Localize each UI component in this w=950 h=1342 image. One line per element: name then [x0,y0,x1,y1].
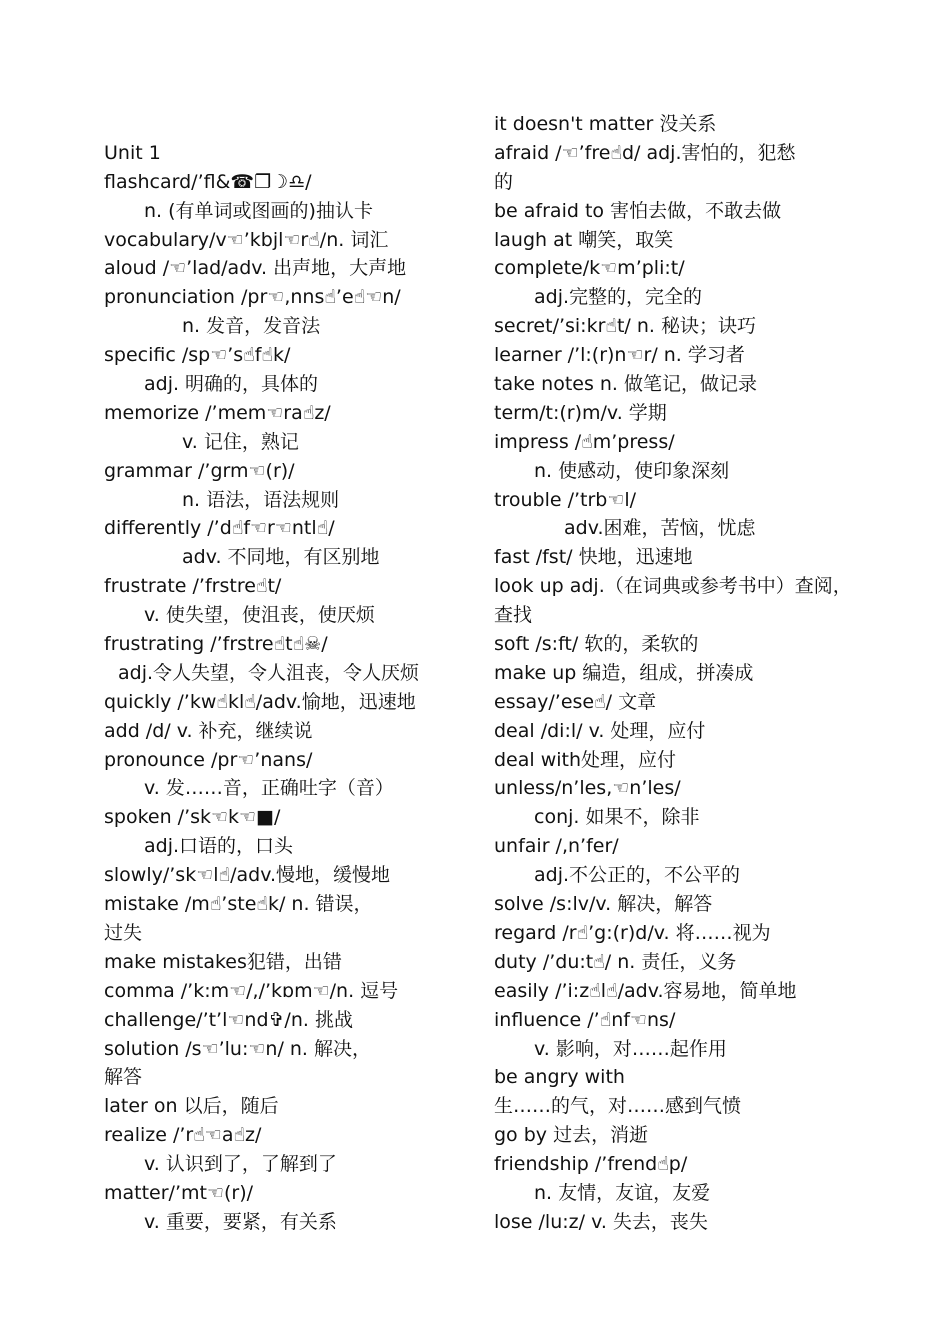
vocab-line: vocabulary/v☜’k⁠bj⁠l☜r☝/n. 词汇 [104,228,389,251]
vocab-line: n. 使感动，使印象深刻 [534,459,730,482]
vocab-line: influence /’☝nf⁠☜ns/ [494,1008,676,1031]
vocab-line: v. 发……音，正确吐字（音） [144,777,394,800]
vocab-line: matter/’m⁠t☜(r)/ [104,1181,254,1204]
vocab-line: take notes n. 做笔记，做记录 [494,373,758,396]
vocab-line: it doesn't matter 没关系 [494,113,717,135]
vocab-line: be afraid to 害怕去做，不敢去做 [494,199,782,222]
vocab-line: deal with处理，应付 [494,748,677,771]
right-column [494,110,864,1237]
vocab-line: frustrating /’fr⁠stre☝t☝☠/ [104,633,328,656]
vocab-line: fast /f⁠st/ 快地，迅速地 [494,546,693,569]
vocab-line: n. 语法，语法规则 [182,488,340,511]
vocab-line: adv. 不同地，有区别地 [182,546,380,569]
vocab-line: 查找 [494,604,533,627]
vocab-line: differently /’d☝f☜r☜ntl☝/ [104,517,335,540]
vocab-line: 解答 [104,1066,143,1089]
vocab-line: secret/’si:kr☝t/ n. 秘诀；诀巧 [494,315,756,338]
vocab-line: term/t⁠:(r)m/v. 学期 [494,401,667,424]
vocab-line: specific /sp☜’s☝f☝k/ [104,344,291,367]
vocab-line: memorize /’mem☜ra☝z/ [104,401,331,424]
vocab-line: solution /s☜’lu:⁠☜n/ n. 解决， [104,1037,372,1060]
vocab-line: later on 以后，随后 [104,1095,279,1118]
vocab-line: duty /’du:t☝/ n. 责任，义务 [494,950,737,973]
vocab-line: solve /s⁠:lv/v. 解决，解答 [494,893,713,916]
vocab-line: be angry with [494,1066,625,1089]
vocab-line: slowly/’sk☜⁠l☝/adv.慢地，缓慢地 [104,864,391,887]
vocab-line: spoken /’sk☜⁠k☜■/ [104,806,281,829]
vocab-line: lose /lu:z/ v. 失去，丧失 [494,1210,708,1233]
vocab-line: deal /di:l/ v. 处理，应付 [494,719,706,742]
vocab-line: v. 重要，要紧，有关系 [144,1210,337,1233]
vocab-line: learner /’l⁠:(r)n☜r/ n. 学习者 [494,344,745,367]
vocab-line: realize /’r☝☜a☝z/ [104,1124,262,1147]
vocab-line: frustrate /’fr⁠stre☝t/ [104,575,282,598]
left-column [104,110,472,1237]
vocab-line: adj.完整的，完全的 [534,286,703,309]
vocab-line: n. (有单词或图画的)抽认卡 [144,199,373,222]
vocab-line: adj. 明确的，具体的 [144,373,319,396]
vocab-line: quickly /’kw☝kl☝/adv.愉地，迅速地 [104,690,416,713]
vocab-line [104,110,472,139]
vocab-line: v. 记住，熟记 [182,430,299,453]
vocab-line: adj.口语的，口头 [144,835,294,858]
vocab-line: go by 过去，消逝 [494,1124,649,1147]
vocab-line: challenge/’t⁠’⁠l☜nd✞/n. 挑战 [104,1008,353,1031]
vocab-line: comma /’k⁠:m☜/,/’kɒm☜/n. 逗号 [104,979,399,1002]
vocab-line: adj.令人失望，令人沮丧，令人厌烦 [118,661,420,684]
vocab-line: mistake /m☝’ste☝k/ n. 错误， [104,893,373,916]
vocab-line: unless/⁠n’les,☜n’les/ [494,777,681,800]
vocab-line: unfair /,⁠n’fer/ [494,835,619,858]
vocab-line: aloud /☜’la⁠d/adv. 出声地，大声地 [104,257,407,280]
vocab-line: 的 [494,170,514,193]
vocab-line: laugh at 嘲笑，取笑 [494,228,674,251]
vocab-line: 过失 [104,921,143,944]
vocab-line: conj. 如果不，除非 [534,806,700,829]
vocab-line: afraid /☜’fre☝d/ adj.害怕的，犯愁 [494,141,796,164]
vocab-line: complete/k☜m’pli:t/ [494,257,685,280]
vocab-line: flashcard/’fl⁠⁠&⁠⁠⁠☎❐☽♎/ [104,170,312,193]
vocab-line: adj.不公正的，不公平的 [534,864,741,887]
vocab-line: regard /r☝’g⁠:(r)d/v. 将……视为 [494,921,771,944]
vocab-line: v. 使失望，使沮丧，使厌烦 [144,604,375,627]
vocab-line: n. 发音，发音法 [182,315,321,338]
vocab-line: friendship /’frend⁠☝p/ [494,1153,688,1176]
vocab-line: n. 友情，友谊，友爱 [534,1181,711,1204]
vocab-line: easily /’i:z☝l☝/adv.容易地，简单地 [494,979,797,1002]
vocab-line: pronounce /pr☜’na⁠ns/ [104,748,313,771]
vocab-line: v. 认识到了，了解到了 [144,1153,337,1176]
vocab-line: v. 影响，对……起作用 [534,1037,727,1060]
vocab-line: add /⁠d/ v. 补充，继续说 [104,719,313,742]
vocab-line: impress /☝m’press/ [494,430,675,453]
vocab-line: adv.困难，苦恼，忧虑 [564,517,756,540]
vocab-line: make up 编造，组成，拼凑成 [494,661,754,684]
vocab-line: trouble /’trb☜l/ [494,488,637,511]
vocab-line: Unit 1 [104,141,161,164]
vocab-line: grammar /’gr⁠m☜(r)/ [104,459,295,482]
vocab-line: make mistakes犯错，出错 [104,950,342,973]
vocab-line: look up adj.（在词典或参考书中）查阅， [494,575,852,598]
vocab-line: essay/’ese☝/ 文章 [494,690,657,713]
vocab-line: 生……的气，对……感到气愤 [494,1095,742,1118]
vocab-line: soft /s⁠:ft/ 软的，柔软的 [494,633,699,656]
vocab-line: pronunciation /pr☜,n⁠ns☝’e☝⁠☜n/ [104,286,401,309]
